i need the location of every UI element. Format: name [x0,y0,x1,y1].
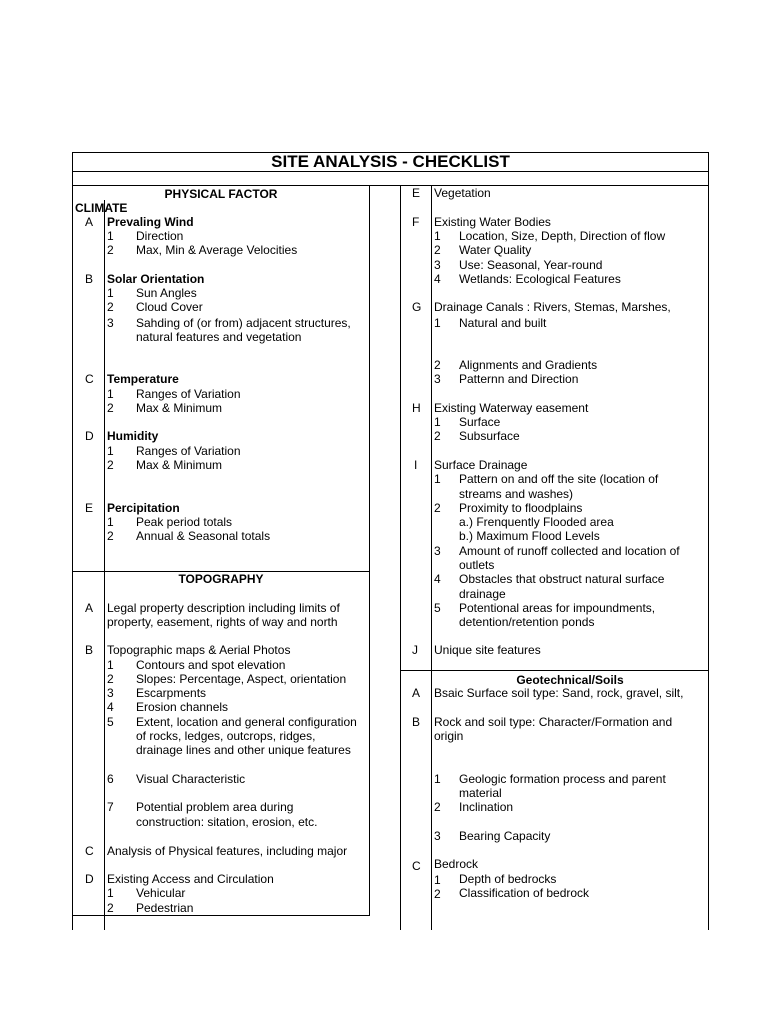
item-number: 2 [434,501,441,515]
left-box-bottom [72,915,370,916]
item-number: 5 [107,715,114,729]
item-number: 2 [434,429,441,443]
item-text: Use: Seasonal, Year-round [459,258,603,272]
section-letter: G [412,300,422,314]
item-continuation: drainage [459,587,506,601]
section-heading: Prevaling Wind [107,215,194,229]
section-letter: B [85,643,94,657]
item-text: Proximity to floodplains [459,501,583,515]
section-heading: Topographic maps & Aerial Photos [107,643,291,657]
item-text: Direction [136,229,184,243]
item-number: 2 [434,800,441,814]
item-text: Escarpments [136,686,207,700]
item-number: 3 [434,372,441,386]
item-text: Subsurface [459,429,520,443]
item-number: 5 [434,601,441,615]
right-box-right [708,185,709,930]
item-text: Max, Min & Average Velocities [136,243,298,257]
item-text: Inclination [459,800,514,814]
item-continuation: streams and washes) [459,487,574,501]
item-number: 2 [107,458,114,472]
section-text: Vegetation [434,186,491,200]
item-number: 3 [434,829,441,843]
item-text: Ranges of Variation [136,387,241,401]
section-letter: C [85,372,94,386]
item-text: Amount of runoff collected and location of [459,544,680,558]
section-letter: A [85,215,94,229]
item-number: 1 [434,873,441,887]
item-text: Surface [459,415,501,429]
section-letter: C [85,844,94,858]
item-text: Patternn and Direction [459,372,579,386]
item-number: 1 [434,316,441,330]
item-continuation: natural features and vegetation [136,330,302,344]
item-text: Potentional areas for impoundments, [459,601,656,615]
item-continuation: outlets [459,558,495,572]
item-text: Potential problem area during [136,800,294,814]
item-number: 2 [107,672,114,686]
item-number: 2 [107,401,114,415]
title-bottom-line [72,171,709,172]
item-text: Location, Size, Depth, Direction of flow [459,229,666,243]
item-number: 1 [434,415,441,429]
section-text: Bsaic Surface soil type: Sand, rock, gravel, silt, [434,686,684,700]
section-letter: D [85,429,94,443]
item-text: Peak period totals [136,515,233,529]
item-number: 1 [107,286,114,300]
section-text: Analysis of Physical features, including major [107,844,348,858]
left-box-inner-divider [104,200,105,930]
item-text: Cloud Cover [136,300,203,314]
item-text: Depth of bedrocks [459,872,557,886]
item-number: 6 [107,772,114,786]
item-text: Obstacles that obstruct natural surface [459,572,665,586]
section-text: Rock and soil type: Character/Formation and [434,715,673,729]
item-number: 2 [434,243,441,257]
item-text: Bearing Capacity [459,829,551,843]
item-number: 4 [434,572,441,586]
item-text: Water Quality [459,243,532,257]
climate-label: CLIMATE [75,201,128,215]
section-text-continuation: property, easement, rights of way and north [107,615,338,629]
item-text: Geologic formation process and parent [459,772,666,786]
item-number: 1 [107,387,114,401]
section-letter: B [412,715,421,729]
item-number: 2 [107,300,114,314]
right-box-geo-divider [400,670,709,671]
section-letter: E [85,501,94,515]
item-continuation: b.) Maximum Flood Levels [459,529,600,543]
section-letter: J [412,643,418,657]
section-heading: Surface Drainage [434,458,528,472]
geotechnical-header: Geotechnical/Soils [516,673,624,687]
item-text: Annual & Seasonal totals [136,529,271,543]
section-heading: Temperature [107,372,179,386]
section-heading: Percipitation [107,501,180,515]
item-number: 2 [107,901,114,915]
item-number: 4 [434,272,441,286]
header-bottom-line [72,185,709,186]
item-text: Visual Characteristic [136,772,246,786]
item-number: 2 [107,529,114,543]
item-text: Vehicular [136,886,186,900]
section-heading: Bedrock [434,857,479,871]
item-text: Wetlands: Ecological Features [459,272,621,286]
section-letter: A [85,601,94,615]
item-text: Ranges of Variation [136,444,241,458]
left-box-right [369,185,370,916]
right-box-left [400,185,401,930]
section-letter: E [412,186,421,200]
item-text: Pedestrian [136,901,194,915]
item-number: 1 [107,444,114,458]
item-number: 1 [434,229,441,243]
item-text: Extent, location and general configuration [136,715,357,729]
item-number: 7 [107,800,114,814]
item-continuation: a.) Frenquently Flooded area [459,515,614,529]
item-text: Slopes: Percentage, Aspect, orientation [136,672,347,686]
page-title: SITE ANALYSIS - CHECKLIST [271,152,510,171]
item-text: Erosion channels [136,700,229,714]
section-letter: A [412,686,421,700]
section-letter: B [85,272,94,286]
section-heading: Existing Water Bodies [434,215,551,229]
item-number: 1 [107,229,114,243]
section-heading: Solar Orientation [107,272,205,286]
section-text-continuation: origin [434,729,464,743]
item-text: Classification of bedrock [459,886,590,900]
topography-header: TOPOGRAPHY [178,572,264,586]
item-text: Max & Minimum [136,401,223,415]
item-number: 1 [434,772,441,786]
section-letter: H [412,401,421,415]
physical-factor-header: PHYSICAL FACTOR [164,187,278,201]
item-number: 1 [107,658,114,672]
section-letter: D [85,872,94,886]
item-number: 1 [107,515,114,529]
section-heading: Drainage Canals : Rivers, Stemas, Marshes, [434,300,671,314]
item-text: Max & Minimum [136,458,223,472]
item-text: Alignments and Gradients [459,358,598,372]
item-continuation: of rocks, ledges, outcrops, ridges, [136,729,316,743]
item-number: 2 [434,887,441,901]
section-letter: F [412,215,420,229]
item-number: 1 [434,472,441,486]
item-number: 1 [107,886,114,900]
item-continuation: detention/retention ponds [459,615,595,629]
item-number: 4 [107,700,114,714]
item-text: Sahding of (or from) adjacent structures, [136,316,351,330]
item-text: Pattern on and off the site (location of [459,472,659,486]
section-heading: Existing Access and Circulation [107,872,274,886]
section-text: Unique site features [434,643,541,657]
item-number: 3 [434,258,441,272]
item-number: 3 [434,544,441,558]
section-heading: Humidity [107,429,159,443]
item-number: 2 [434,358,441,372]
item-continuation: construction: sitation, erosion, etc. [136,815,318,829]
item-number: 3 [107,316,114,330]
section-heading: Existing Waterway easement [434,401,589,415]
item-text: Contours and spot elevation [136,658,286,672]
item-number: 2 [107,243,114,257]
right-box-inner-divider [431,185,432,930]
item-text: Natural and built [459,316,547,330]
item-continuation: drainage lines and other unique features [136,743,351,757]
item-continuation: material [459,786,502,800]
section-text: Legal property description including limits of [107,601,340,615]
item-text: Sun Angles [136,286,197,300]
section-letter: C [412,859,421,873]
section-letter: I [414,458,418,472]
left-box-outer-left [72,185,73,930]
item-number: 3 [107,686,114,700]
